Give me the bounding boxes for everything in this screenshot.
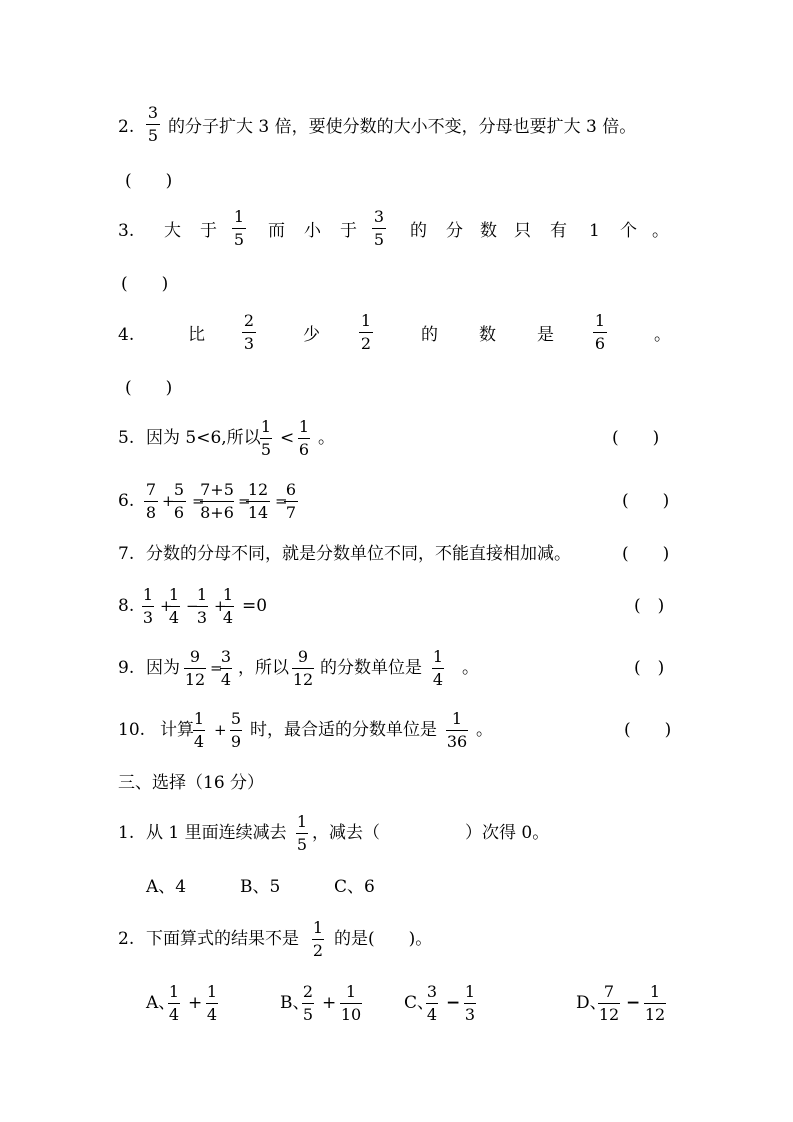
- answer-paren[interactable]: ( ): [125, 171, 173, 191]
- operator: −: [626, 993, 641, 1013]
- operator: +: [162, 492, 175, 510]
- question-number: 4.: [118, 325, 135, 345]
- answer-paren[interactable]: ( ): [634, 596, 665, 616]
- fraction: 3 4: [220, 647, 232, 689]
- fraction: 1 4: [222, 585, 234, 627]
- fraction: 5 9: [230, 709, 242, 751]
- option-a[interactable]: A、4: [146, 877, 187, 897]
- fraction: 1 12: [644, 982, 666, 1024]
- option-label: B、: [280, 993, 310, 1013]
- operator: +: [214, 597, 227, 615]
- question-text: 计算: [160, 720, 194, 740]
- word: 的: [410, 221, 427, 241]
- fraction: 2 5: [302, 982, 314, 1024]
- word: 分: [446, 221, 463, 241]
- operator: +: [160, 597, 173, 615]
- word: 个: [620, 221, 637, 241]
- fraction: 3 5: [147, 103, 159, 145]
- word: 有: [550, 221, 567, 241]
- answer-paren[interactable]: ( ): [634, 658, 665, 678]
- question-number: 2.: [118, 117, 135, 137]
- question-number: 8.: [118, 596, 135, 616]
- fraction: 9 12: [292, 647, 314, 689]
- question-text: 。: [476, 720, 493, 740]
- word: 是: [537, 325, 554, 345]
- result: =0: [242, 596, 268, 616]
- word: 只: [514, 221, 531, 241]
- fraction: 1 2: [312, 918, 324, 960]
- question-number: 2.: [118, 929, 135, 949]
- answer-paren[interactable]: ( ): [125, 378, 173, 398]
- fraction: 1 10: [340, 982, 362, 1024]
- question-text: 因为 5<6,所以: [146, 428, 261, 448]
- fraction: 5 6: [173, 480, 185, 522]
- operator: <: [280, 428, 295, 448]
- word: 比: [188, 325, 205, 345]
- word: 而: [268, 221, 285, 241]
- answer-paren[interactable]: ( ): [624, 720, 672, 740]
- operator: =: [238, 492, 251, 510]
- word: 1: [589, 221, 600, 241]
- question-number: 10.: [118, 720, 146, 740]
- fraction: 3 4: [426, 982, 438, 1024]
- operator: =: [275, 492, 288, 510]
- operator: +: [188, 993, 203, 1013]
- question-text: ，所以: [238, 658, 289, 678]
- fraction: 1 5: [233, 207, 245, 249]
- fraction: 12 14: [247, 480, 269, 522]
- fraction: 1 4: [206, 982, 218, 1024]
- word: 于: [200, 221, 217, 241]
- fraction: 1 3: [464, 982, 476, 1024]
- fraction: 7 8: [145, 480, 157, 522]
- question-text: 的分数单位是: [320, 658, 422, 678]
- operator: +: [214, 721, 227, 739]
- question-number: 5.: [118, 428, 135, 448]
- question-text: 下面算式的结果不是: [146, 929, 299, 949]
- question-number: 1.: [118, 823, 135, 843]
- operator: −: [186, 597, 199, 615]
- option-c[interactable]: C、6: [334, 877, 375, 897]
- question-text: 分数的分母不同，就是分数单位不同，不能直接相加减。: [146, 544, 571, 564]
- question-number: 6.: [118, 491, 135, 511]
- question-text: 的是( )。: [334, 929, 433, 949]
- word: 数: [480, 221, 497, 241]
- operator: +: [322, 993, 337, 1013]
- answer-paren[interactable]: ( ): [121, 274, 169, 294]
- fraction: 7 12: [598, 982, 620, 1024]
- answer-paren[interactable]: ( ): [622, 491, 670, 511]
- fraction: 1 36: [446, 709, 468, 751]
- question-text: 。: [462, 658, 479, 678]
- question-text: ，减去（ ）次得 0。: [312, 823, 550, 843]
- option-label: C、: [404, 993, 435, 1013]
- fraction: 1 4: [432, 647, 444, 689]
- word: 少: [303, 325, 320, 345]
- question-number: 7.: [118, 544, 135, 564]
- fraction: 2 3: [243, 311, 255, 353]
- word: 大: [164, 221, 181, 241]
- fraction: 1 2: [360, 311, 372, 353]
- word: 的: [421, 325, 438, 345]
- question-text: 的分子扩大 3 倍，要使分数的大小不变，分母也要扩大 3 倍。: [168, 117, 637, 137]
- fraction: 1 6: [298, 417, 310, 459]
- fraction: 1 4: [168, 982, 180, 1024]
- word: 。: [652, 221, 669, 241]
- question-text: 因为: [146, 658, 180, 678]
- fraction: 1 5: [296, 812, 308, 854]
- question-text: 。: [318, 428, 335, 448]
- fraction: 1 4: [193, 709, 205, 751]
- question-text: 从 1 里面连续减去: [146, 823, 287, 843]
- fraction: 9 12: [184, 647, 206, 689]
- fraction: 1 3: [142, 585, 154, 627]
- question-text: 时，最合适的分数单位是: [250, 720, 437, 740]
- operator: =: [192, 492, 205, 510]
- answer-paren[interactable]: ( ): [622, 544, 670, 564]
- word: 数: [479, 325, 496, 345]
- operator: =: [210, 659, 223, 677]
- fraction: 6 7: [285, 480, 297, 522]
- word: 。: [654, 325, 671, 345]
- fraction: 1 6: [594, 311, 606, 353]
- option-label: A、: [146, 993, 176, 1013]
- option-label: D、: [576, 993, 607, 1013]
- word: 于: [340, 221, 357, 241]
- question-number: 9.: [118, 658, 135, 678]
- word: 小: [304, 221, 321, 241]
- fraction: 3 5: [373, 207, 385, 249]
- fraction: 1 5: [260, 417, 272, 459]
- answer-paren[interactable]: ( ): [612, 428, 660, 448]
- section-title: 三、选择（16 分）: [118, 773, 265, 793]
- fraction: 1 3: [196, 585, 208, 627]
- fraction: 7+5 8+6: [200, 480, 234, 522]
- operator: −: [446, 993, 461, 1013]
- fraction: 1 4: [168, 585, 180, 627]
- option-b[interactable]: B、5: [240, 877, 281, 897]
- question-number: 3.: [118, 221, 135, 241]
